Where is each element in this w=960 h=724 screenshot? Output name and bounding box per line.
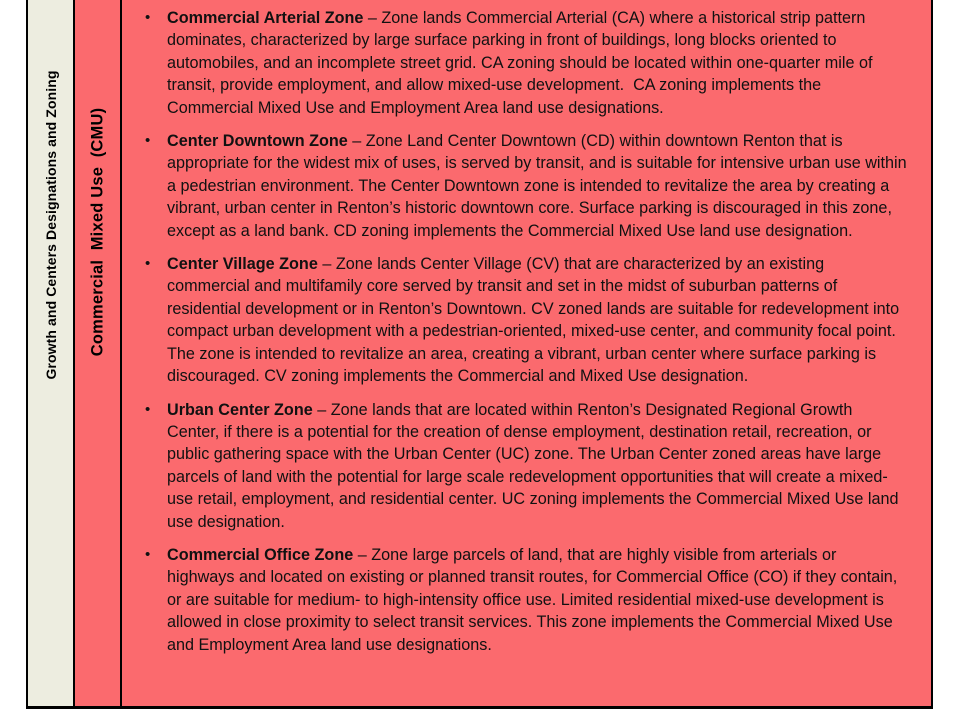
zone-paragraph xyxy=(167,253,907,387)
zone-name: Urban Center Zone xyxy=(167,400,313,419)
bullet-icon: • xyxy=(145,132,151,150)
zone-description: – Zone large parcels of land, that are highly visible from arterials or highways and located on existing or planned transit routes, for Commercial Office (CO) if they contain, or are suitable for medium- to high-intensity office use. Limited residential mixed-use development is allowed in close proximity to select transit services. This zone implements the Commercial Mixed Use and Employment Area land use designations. xyxy=(167,545,902,654)
zone-description: – Zone lands that are located within Renton’s Designated Regional Growth Center, if there is a potential for the creation of dense employment, destination retail, recreation, or public gathering space with the Urban Center (UC) zone. The Urban Center zoned areas have large parcels of land with the potential for large scale redevelopment opportunities that will create a mixed-use retail, employment, and residential center. UC zoning implements the Commercial Mixed Use land use designation. xyxy=(167,400,903,531)
zone-description: – Zone Land Center Downtown (CD) within downtown Renton that is appropriate for the widest mix of uses, is served by transit, and is suitable for intensive urban use within a pedestrian environment. The Center Downtown zone is intended to revitalize the area by creating a vibrant, urban center in Renton’s historic downtown core. Surface parking is discouraged in this zone, except as a land bank. CD zoning implements the Commercial Mixed Use land use designation. xyxy=(167,132,912,240)
zone-bullet-item xyxy=(143,7,907,119)
zone-paragraph xyxy=(167,130,912,242)
zone-bullet-item xyxy=(143,130,912,242)
zone-paragraph xyxy=(167,7,907,119)
zone-description: – Zone lands Center Village (CV) that are characterized by an existing commercial and multifamily core served by transit and set in the midst of suburban patterns of residential development or in Renton’s Downtown. CV zoned lands are suitable for redevelopment into compact urban development with a pedestrian-oriented, mixed-use center, and community focal point. The zone is intended to revitalize an area, creating a vibrant, urban center where surface parking is discouraged. CV zoning implements the Commercial and Mixed Use designation. xyxy=(167,255,904,386)
zone-name: Commercial Arterial Zone xyxy=(167,9,364,27)
zone-paragraph xyxy=(167,399,907,533)
zoning-designations-table xyxy=(26,0,933,709)
bullet-icon: • xyxy=(145,255,151,273)
row-header-cmu-cell xyxy=(75,0,122,706)
zone-bullet-item xyxy=(143,399,907,533)
zone-bullet-list xyxy=(143,7,912,656)
bullet-icon: • xyxy=(145,9,151,26)
zone-name: Commercial Office Zone xyxy=(167,545,354,564)
zone-descriptions-cell xyxy=(122,0,931,706)
zone-bullet-item xyxy=(143,253,907,387)
row-header-growth-centers-cell xyxy=(28,0,75,706)
zone-description: – Zone lands Commercial Arterial (CA) where a historical strip pattern dominates, characterized by large surface parking in front of buildings, long blocks oriented to automobiles, and an incomplete street grid. CA zoning should be located within one-quarter mile of transit, provide employment, and allow mixed-use development. CA zoning implements the Commercial Mixed Use and Employment Area land use designations. xyxy=(167,9,877,117)
zone-bullet-item xyxy=(143,544,907,656)
bullet-icon: • xyxy=(145,400,151,418)
commercial-mixed-use-vertical-label: Commercial Mixed Use (CMU) xyxy=(88,107,106,357)
zone-paragraph xyxy=(167,544,907,656)
growth-centers-vertical-label: Growth and Centers Designations and Zoning xyxy=(42,70,59,380)
zone-name: Center Downtown Zone xyxy=(167,132,348,151)
zone-name: Center Village Zone xyxy=(167,255,318,274)
bullet-icon: • xyxy=(145,545,151,563)
